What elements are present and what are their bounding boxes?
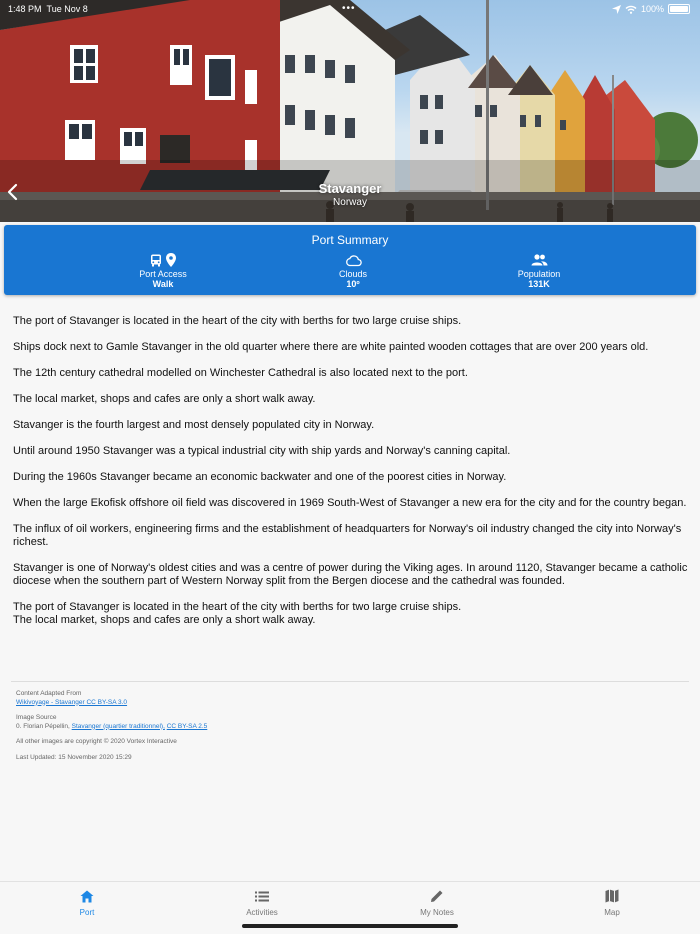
clouds-label: Clouds [338, 269, 367, 279]
population-label: Population [517, 269, 561, 279]
paragraph: Stavanger is one of Norway's oldest cities and was a centre of power during the Viking ages. In around 1120, Stavanger became a catholic diocese when the southern part of Western Norway split from the Bergen diocese and the cathedral was founded. [13, 562, 688, 587]
home-icon [80, 890, 94, 903]
summary-title: Port Summary [311, 233, 389, 247]
wikivoyage-link[interactable]: Wikivoyage - Stavanger CC BY-SA 3.0 [16, 698, 128, 706]
bus-icon [150, 254, 162, 267]
paragraph: Stavanger is the fourth largest and most densely populated city in Norway. [13, 419, 375, 431]
paragraph-line: The local market, shops and cafes are only a short walk away. [13, 614, 316, 626]
tab-label: Activities [246, 908, 278, 917]
paragraph: Ships dock next to Gamle Stavanger in the old quarter where there are white painted wooden cottages that are over 200 years old. [13, 341, 649, 353]
cloud-icon [345, 254, 362, 267]
port-access-stat [103, 252, 223, 289]
status-right [612, 4, 690, 14]
paragraph: The local market, shops and cafes are only a short walk away. [13, 393, 316, 405]
pencil-icon [430, 889, 444, 903]
country-subtitle: Norway [333, 197, 367, 208]
status-date-value: Tue Nov 8 [46, 4, 88, 14]
port-description [13, 315, 693, 640]
tab-activities[interactable] [222, 888, 302, 917]
paragraph: The influx of oil workers, engineering firms and the establishment of headquarters for Norway's oil industry changed the city into Norway's richest. [13, 523, 682, 548]
paragraph-line: The port of Stavanger is located in the heart of the city with berths for two large cruise ships. [13, 601, 462, 613]
wifi-icon [625, 5, 637, 14]
paragraph: When the large Ekofisk offshore oil field was discovered in 1969 South-West of Stavanger a new era for the city and for the country began. [13, 497, 687, 509]
location-pin-icon [166, 253, 176, 267]
port-access-label: Port Access [139, 269, 187, 279]
paragraph-final [13, 601, 693, 627]
last-updated-text: Last Updated: 15 November 2020 15:29 [16, 753, 132, 761]
multitask-dots-icon: ••• [342, 3, 356, 14]
image-source-line [16, 723, 207, 732]
image-title-link[interactable]: Stavanger (quartier traditionnel), [71, 722, 165, 730]
divider [11, 681, 689, 682]
status-bar [0, 3, 700, 17]
tab-label: Map [604, 908, 620, 917]
population-stat [479, 252, 599, 289]
tab-label: My Notes [420, 908, 454, 917]
paragraph: During the 1960s Stavanger became an economic backwater and one of the poorest cities in Norway. [13, 471, 507, 483]
copyright-text: All other images are copyright © 2020 Vortex Interactive [16, 738, 177, 745]
image-author: 0. Florian Pépellin, [16, 722, 70, 730]
clouds-stat [293, 252, 413, 289]
population-value: 131K [528, 279, 550, 289]
battery-percent: 100% [640, 4, 664, 14]
battery-icon [668, 4, 690, 14]
home-indicator [242, 924, 458, 928]
port-title: Stavanger [318, 181, 382, 196]
people-icon [531, 254, 548, 266]
clouds-value: 10º [346, 279, 360, 289]
image-license-link[interactable]: CC BY-SA 2.5 [166, 722, 208, 730]
tab-label: Port [79, 908, 95, 917]
tab-port[interactable] [47, 888, 127, 917]
port-summary-card [4, 225, 696, 295]
location-arrow-icon [612, 5, 621, 14]
paragraph: Until around 1950 Stavanger was a typical industrial city with ship yards and Norway's canning capital. [13, 445, 511, 457]
content-source-heading: Content Adapted From [16, 690, 82, 697]
hero-image [0, 0, 700, 222]
credits-section [16, 690, 207, 769]
list-icon [255, 891, 269, 902]
map-icon [605, 889, 619, 903]
port-access-value: Walk [152, 279, 174, 289]
paragraph: The port of Stavanger is located in the heart of the city with berths for two large cruise ships. [13, 315, 462, 327]
image-source-heading: Image Source [16, 714, 57, 721]
paragraph: The 12th century cathedral modelled on Winchester Cathedral is also located next to the port. [13, 367, 468, 379]
status-time-value: 1:48 PM [8, 4, 42, 14]
tab-map[interactable] [572, 888, 652, 917]
tab-my-notes[interactable] [397, 888, 477, 917]
status-time [8, 4, 88, 14]
